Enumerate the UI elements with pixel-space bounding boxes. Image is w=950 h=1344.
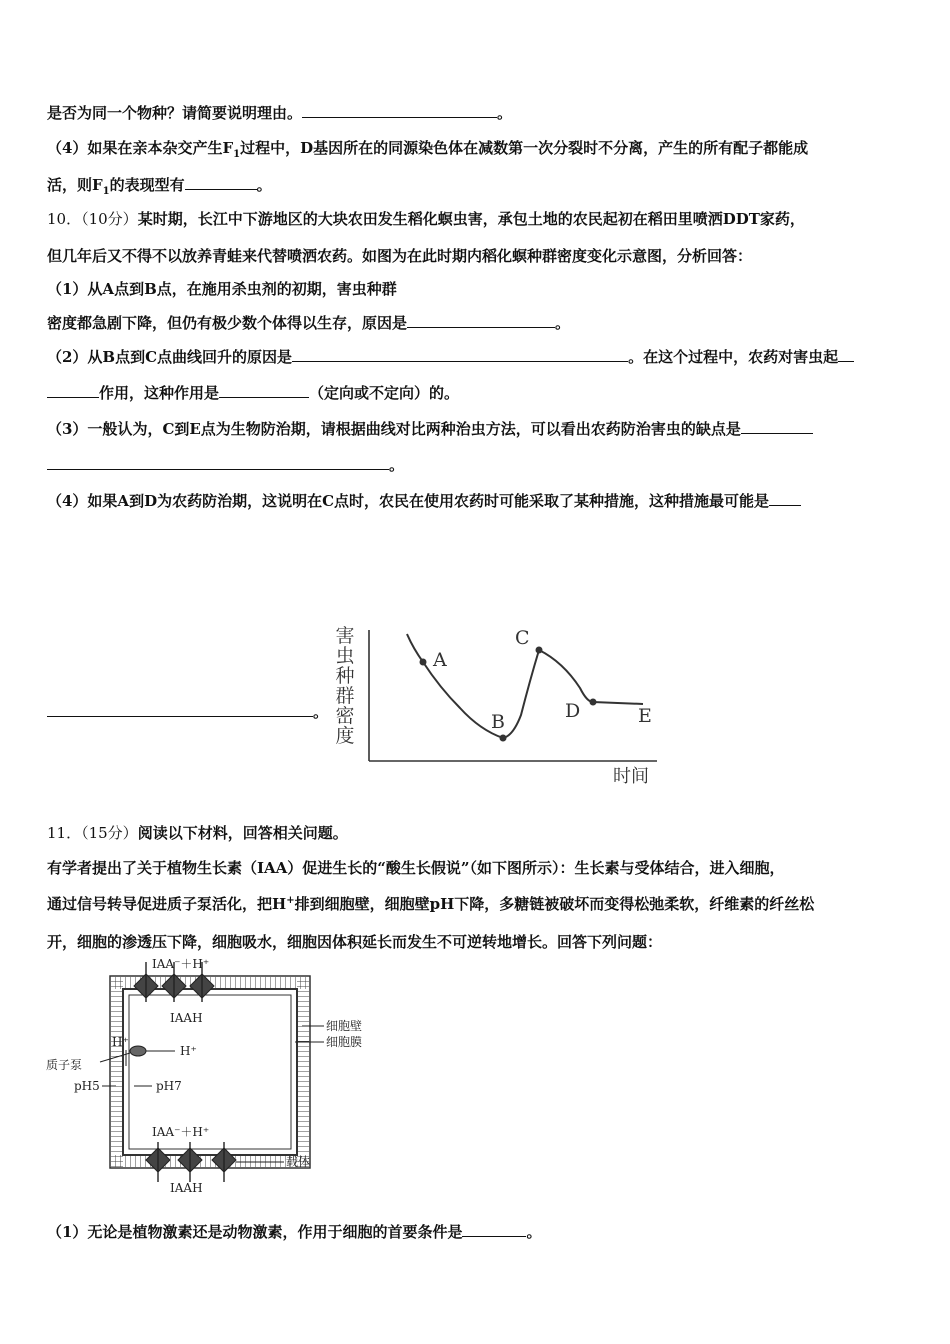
- point-a-marker: [420, 659, 427, 666]
- point-c-marker: [536, 647, 543, 654]
- bottom-iaa-label: IAA⁻＋H⁺: [152, 1125, 210, 1139]
- answer-blank[interactable]: [185, 175, 257, 190]
- q9-line1: 是否为同一个物种？请简要说明理由。 。: [47, 104, 513, 122]
- answer-blank[interactable]: [407, 313, 555, 328]
- top-iaah-label: IAAH: [170, 1011, 203, 1025]
- ph5-label: pH5: [74, 1079, 100, 1093]
- point-b-marker: [500, 735, 507, 742]
- q10-part3a: （3）一般认为，C到E点为生物防治期，请根据曲线对比两种治虫方法，可以看出农药防治害虫的缺点是: [47, 419, 813, 439]
- acid-growth-cell-diagram: [40, 956, 370, 1196]
- proton-pump-label: 质子泵: [46, 1058, 83, 1072]
- cell-membrane: [123, 989, 297, 1155]
- population-density-graph: [325, 620, 675, 790]
- answer-blank[interactable]: [47, 383, 99, 398]
- carrier-label: 载体: [286, 1155, 311, 1169]
- q11-part1: （1）无论是植物激素还是动物激素，作用于细胞的首要条件是 。: [47, 1223, 542, 1241]
- y-axis-label-char: 虫: [335, 645, 355, 667]
- q9-line3: 活，则$F_1$的表现型有 。: [47, 176, 272, 197]
- q11-line4: 开，细胞的渗透压下降，细胞吸水，细胞因体积延长而发生不可逆转地增长。回答下列问题：: [47, 933, 663, 951]
- point-c-label: C: [515, 627, 530, 649]
- x-axis-label: 时间: [613, 766, 649, 787]
- q9-line2: （4）如果在亲本杂交产生$F_1$过程中，D基因所在的同源染色体在减数第一次分裂时不分离，产生的所有配子都能成: [47, 139, 809, 160]
- bottom-carriers: [146, 1148, 236, 1172]
- q10-line2: 但几年后又不得不以放养青蛙来代替喷洒农药。如图为在此时期内稻化螟种群密度变化示意图，分析回答：: [47, 247, 753, 265]
- y-axis-label-char: 度: [335, 725, 355, 747]
- ph7-label: pH7: [156, 1079, 182, 1093]
- y-axis-label-char: 种: [335, 665, 355, 687]
- answer-blank[interactable]: [47, 455, 389, 470]
- y-axis-label-char: 群: [335, 685, 355, 707]
- answer-blank[interactable]: [47, 702, 313, 717]
- point-a-label: A: [433, 649, 447, 671]
- proton-pump: [130, 1046, 146, 1056]
- point-b-label: B: [491, 711, 505, 733]
- point-d-marker: [590, 699, 597, 706]
- point-e-label: E: [638, 705, 652, 727]
- q10-part4a: （4）如果A到D为农药防治期，这说明在C点时，农民在使用农药时可能采取了某种措施，这种措施最可能是: [47, 491, 801, 511]
- answer-blank[interactable]: [292, 347, 628, 362]
- q10-part4b: 。: [47, 702, 328, 722]
- answer-blank[interactable]: [741, 419, 813, 434]
- answer-blank[interactable]: [769, 491, 801, 506]
- q10-part3b: 。: [47, 455, 404, 475]
- q10-part2a: （2）从B点到C点曲线回升的原因是 。在这个过程中，农药对害虫起: [47, 347, 854, 367]
- h-inner-label: H⁺: [180, 1044, 197, 1058]
- q10-part1a: （1）从A点到B点，在施用杀虫剂的初期，害虫种群: [47, 280, 397, 298]
- answer-blank[interactable]: [219, 383, 309, 398]
- y-axis-label-char: 密: [335, 705, 355, 727]
- answer-blank[interactable]: [462, 1222, 526, 1237]
- cell-wall-label: 细胞壁: [326, 1019, 363, 1033]
- q11-line3: 通过信号转导促进质子泵活化，把H+排到细胞壁，细胞壁pH下降，多糖链被破坏而变得松弛柔软，纤维素的纤丝松: [47, 895, 815, 913]
- y-axis-label-char: 害: [335, 625, 355, 647]
- h-outer-label: H⁺: [112, 1035, 129, 1049]
- q11-line1: 11．（15分）阅读以下材料，回答相关问题。: [47, 824, 348, 842]
- top-iaa-label: IAA⁻＋H⁺: [152, 957, 210, 971]
- q10-part1b: 密度都急剧下降，但仍有极少数个体得以生存，原因是 。: [47, 314, 571, 332]
- cell-membrane-label: 细胞膜: [326, 1035, 363, 1049]
- bottom-iaah-label: IAAH: [170, 1181, 203, 1195]
- q10-line1: 10．（10分）某时期，长江中下游地区的大块农田发生稻化螟虫害，承包土地的农民起初在稻田里喷洒DDT家药，: [47, 210, 805, 228]
- q11-line2: 有学者提出了关于植物生长素（IAA）促进生长的“酸生长假说”（如下图所示）：生长素与受体结合，进入细胞，: [47, 859, 785, 877]
- answer-blank[interactable]: [838, 347, 854, 362]
- answer-blank[interactable]: [302, 103, 497, 118]
- q10-part2b: 作用，这种作用是 （定向或不定向）的。: [47, 383, 459, 403]
- point-d-label: D: [565, 700, 581, 722]
